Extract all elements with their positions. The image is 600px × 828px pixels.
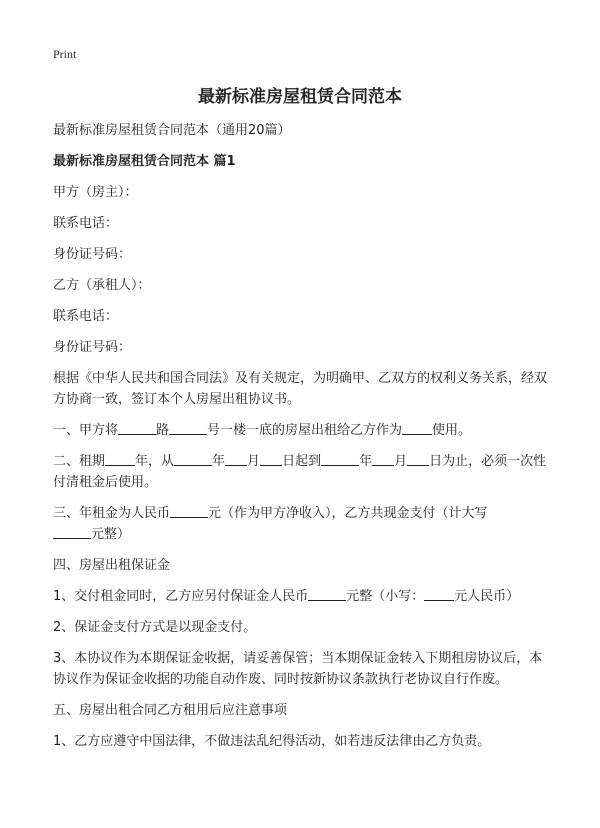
- clause-3-text: 元（作为甲方净收入），乙方共现金支付（计大写: [208, 506, 488, 521]
- party-a-id-field: 身份证号码：: [53, 247, 132, 262]
- print-link[interactable]: Print: [53, 47, 77, 61]
- party-b-field: 乙方（承租人）：: [53, 278, 151, 293]
- clause-4-1-text: 元整（小写：: [346, 589, 425, 604]
- clause-4-heading: 四、房屋出租保证金: [53, 558, 171, 573]
- clause-2-text: 日起到: [282, 454, 322, 469]
- clause-2-text: 年: [359, 454, 373, 469]
- party-a-phone-field: 联系电话：: [53, 216, 119, 231]
- clause-4-1: [53, 586, 553, 607]
- clause-2-text: 年: [212, 454, 226, 469]
- clause-2-text: 二、租期: [53, 454, 106, 469]
- blank-line: [225, 452, 247, 466]
- clause-1-text: 号一楼一底的房屋出租给乙方作为: [207, 423, 403, 438]
- clause-1-text: 路: [156, 423, 170, 438]
- party-a-field: 甲方（房主）：: [53, 185, 138, 200]
- party-b-id-field: 身份证号码：: [53, 340, 132, 355]
- clause-3: [53, 503, 553, 545]
- clause-1-text: 一、甲方将: [53, 423, 119, 438]
- clause-4-1-text: 1、交付租金同时，乙方应另付保证金人民币: [53, 589, 309, 604]
- page-title: 最新标准房屋租赁合同范本: [198, 87, 402, 107]
- subtitle: 最新标准房屋租赁合同范本（通用20篇）: [53, 123, 291, 138]
- clause-3-text: 元整）: [91, 527, 131, 542]
- clause-2-text: 日为止，必须一次性付清租金后使用。: [53, 454, 547, 490]
- clause-3-text: 三、年租金为人民币: [53, 506, 171, 521]
- clause-4-2: 2、保证金支付方式是以现金支付。: [53, 620, 257, 635]
- clause-4-1-text: 元人民币）: [454, 589, 520, 604]
- blank-line: [174, 452, 212, 466]
- blank-line: [53, 525, 91, 539]
- blank-line: [308, 587, 346, 601]
- clause-2-text: 月: [394, 454, 408, 469]
- clause-5-1: 1、乙方应遵守中国法律，不做违法乱纪得活动，如若违反法律由乙方负责。: [53, 734, 491, 749]
- blank-line: [424, 587, 454, 601]
- preamble-paragraph: 根据《中华人民共和国合同法》及有关规定，为明确甲、乙双方的权利义务关系，经双方协商一致，签订本个人房屋出租协议书。: [53, 371, 548, 407]
- section-heading: 最新标准房屋租赁合同范本 篇1: [53, 154, 236, 169]
- party-b-phone-field: 联系电话：: [53, 309, 119, 324]
- blank-line: [321, 452, 359, 466]
- clause-1-text: 使用。: [432, 423, 472, 438]
- blank-line: [402, 421, 432, 435]
- clause-2-text: 年，从: [135, 454, 175, 469]
- document-body: [53, 120, 553, 762]
- blank-line: [105, 452, 135, 466]
- blank-line: [118, 421, 156, 435]
- blank-line: [372, 452, 394, 466]
- clause-2-text: 月: [247, 454, 261, 469]
- clause-4-3: 3、本协议作为本期保证金收据，请妥善保管；当本期保证金转入下期租房协议后，本协议作为保证金收据的功能自动作废、同时按新协议条款执行老协议自行作废。: [53, 651, 543, 687]
- blank-line: [407, 452, 429, 466]
- blank-line: [260, 452, 282, 466]
- blank-line: [170, 504, 208, 518]
- clause-1: [53, 420, 553, 441]
- clause-5-heading: 五、房屋出租合同乙方租用后应注意事项: [53, 703, 288, 718]
- clause-2: [53, 451, 553, 493]
- blank-line: [169, 421, 207, 435]
